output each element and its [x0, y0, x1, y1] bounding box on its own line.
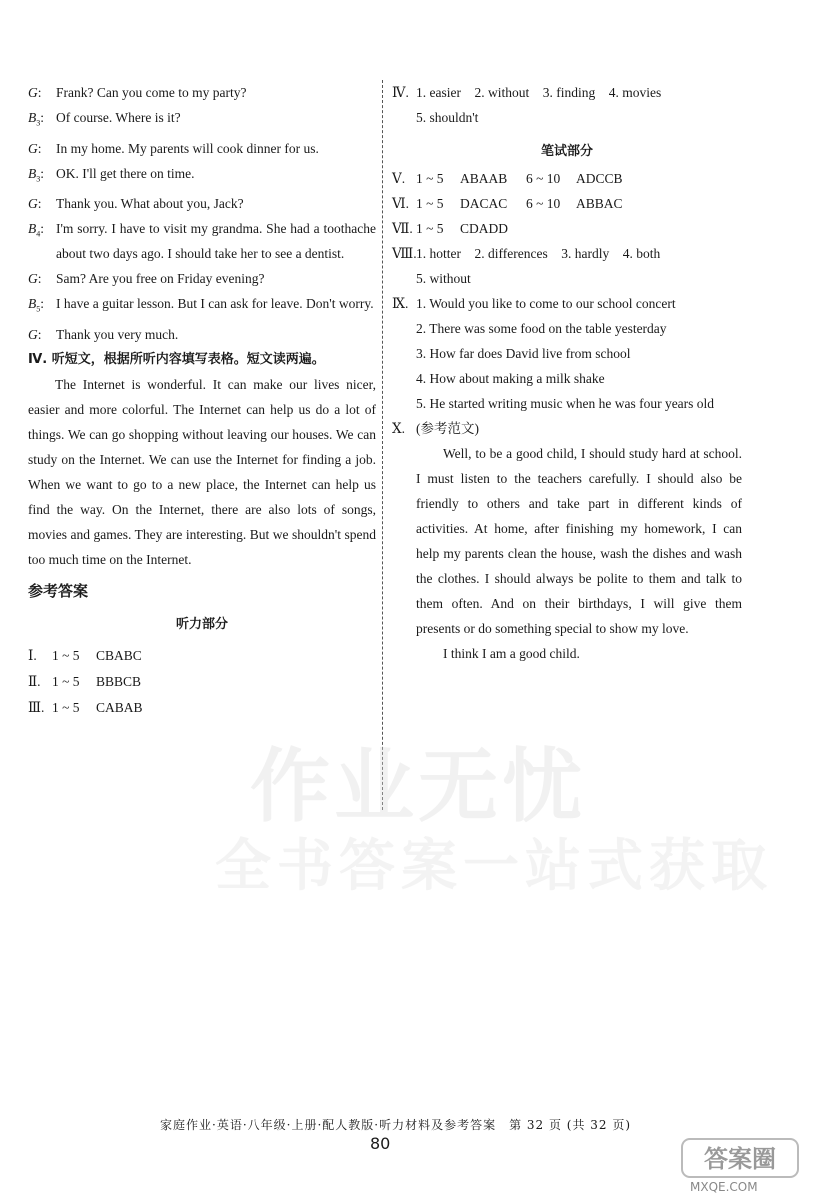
dialogue-line [28, 191, 376, 216]
model-essay: Well, to be a good child, I should study hard at school. I must listen to the teachers carefully. I should also be friendly to others and take part in different kinds of activities. At home, after finishing my homework, I can help my parents clean the house, wash the dishes and wash the clothes. I should always be polite to them and talk to them often. And on their birthdays, I will give them presents or do something special to show my love. [416, 446, 742, 636]
answer-value: CBABC [96, 648, 142, 664]
dialogue-text: I'm sorry. I have to visit my grandma. She had a toothache about two days ago. I should take her to see a dentist. [56, 221, 376, 262]
section-ix-item [392, 341, 742, 366]
answer-row [392, 166, 742, 191]
answer-value: CDADD [460, 221, 509, 236]
answer-value: ABBAC [576, 196, 623, 211]
speaker-label: $B_3$: [28, 110, 45, 128]
answer-value: ADCCB [576, 171, 623, 186]
answer-text: 1. hotter 2. differences 3. hardly 4. both [416, 246, 661, 261]
speaker-letter: B [28, 110, 37, 125]
section-ix [392, 291, 742, 416]
speaker-label: $B_3$: [28, 165, 45, 184]
speaker-letter: G [28, 327, 38, 343]
section-ix-item [392, 291, 742, 316]
logo-text: 答案圈 [704, 1145, 776, 1173]
dialogue-text: I have a guitar lesson. But I can ask for leave. Don't worry. [56, 296, 374, 312]
dialogue-line [28, 266, 376, 291]
speaker-letter: B [28, 221, 37, 237]
speaker-letter: G [28, 271, 38, 287]
answer-row [28, 695, 376, 721]
answer-value: BBBCB [96, 674, 142, 690]
speaker-index: 3 [36, 174, 41, 184]
answer-text: 4. How about making a milk shake [416, 371, 605, 386]
left-column [28, 80, 376, 721]
dialogue-line [28, 136, 376, 161]
speaker-label: $B_4$: [28, 221, 45, 240]
answer-row [28, 669, 376, 695]
answer-circle-logo [680, 1135, 800, 1180]
answer-value: ABAAB [460, 171, 508, 186]
right-iv-line1 [392, 80, 742, 105]
speaker-letter: B [28, 296, 37, 312]
roman-numeral: Ⅳ. [392, 85, 409, 100]
dialogue [28, 80, 376, 347]
answer-row [28, 643, 376, 669]
question-range: 1 ~ 5 [416, 221, 444, 236]
page-number: 80 [370, 1134, 391, 1153]
dialogue-text: Thank you. What about you, Jack? [56, 196, 244, 212]
section-ix-item [392, 366, 742, 391]
answer-value: DACAC [460, 196, 508, 211]
speaker-letter: G [28, 140, 38, 156]
speaker-letter: B [28, 165, 37, 181]
question-range: 1 ~ 5 [52, 674, 80, 690]
roman-numeral: Ⅲ. [28, 700, 45, 716]
dialogue-line [28, 322, 376, 347]
roman-numeral: Ⅶ. [392, 221, 413, 236]
written-title: 笔试部分 [540, 144, 593, 159]
roman-numeral: Ⅷ. [392, 246, 417, 261]
right-column [392, 80, 742, 666]
answer-row [392, 191, 742, 216]
answer-text: 2. There was some food on the table yesterday [416, 321, 667, 336]
dialogue-text: In my home. My parents will cook dinner for us. [56, 140, 319, 156]
answer-text: 3. How far does David live from school [416, 346, 631, 361]
answer-row [392, 216, 742, 241]
speaker-label: $B_5$: [28, 296, 45, 315]
listening-answers [28, 643, 376, 721]
section-iv-heading: Ⅳ. 听短文，根据所听内容填写表格。短文读两遍。 [28, 352, 325, 368]
speaker-label: G: [28, 140, 42, 156]
dialogue-text: Of course. Where is it? [56, 110, 181, 125]
right-iv-line2: 5. shouldn't [416, 110, 479, 125]
dialogue-line [28, 291, 376, 322]
answers-title: 参考答案 [28, 582, 89, 601]
section-viii-line1 [392, 241, 742, 266]
dialogue-text: OK. I'll get there on time. [56, 165, 195, 181]
question-range: 6 ~ 10 [526, 196, 561, 211]
roman-numeral: Ⅹ. [392, 421, 405, 436]
question-range: 1 ~ 5 [52, 700, 80, 716]
speaker-label: G: [28, 85, 42, 100]
watermark-line1: 作业无忧 [250, 740, 586, 833]
question-range: 1 ~ 5 [416, 196, 444, 211]
question-range: 6 ~ 10 [526, 171, 561, 186]
roman-numeral: Ⅸ. [392, 296, 409, 311]
dialogue-text: Thank you very much. [56, 327, 179, 343]
answer-text: 1. easier 2. without 3. finding 4. movies [416, 85, 662, 100]
essay-closing: I think I am a good child. [443, 646, 580, 661]
section-ix-item [392, 316, 742, 341]
roman-numeral: Ⅴ. [392, 171, 406, 186]
listening-passage: The Internet is wonderful. It can make our lives nicer, easier and more colorful. The Internet can help us do a lot of things. We can go shopping without leaving our houses. We can study on the Internet. We can use the Internet for finding a job. When we want to go to a new place, the Internet can help us find the way. On the Internet, there are also lots of songs, movies and games. They are interesting. But we shouldn't spend too much time on the Internet. [28, 377, 376, 568]
section-viii-line2: 5. without [416, 271, 471, 286]
speaker-index: 4 [36, 230, 41, 240]
listening-title: 听力部分 [175, 617, 228, 633]
speaker-letter: G [28, 85, 38, 100]
dialogue-text: Frank? Can you come to my party? [56, 85, 247, 100]
speaker-label: G: [28, 327, 42, 343]
roman-numeral: Ⅱ. [28, 674, 41, 690]
section-x-heading [392, 416, 742, 441]
dialogue-line [28, 105, 376, 136]
dialogue-text: Sam? Are you free on Friday evening? [56, 271, 265, 287]
answer-text: 5. He started writing music when he was four years old [416, 396, 715, 411]
roman-numeral: Ⅵ. [392, 196, 409, 211]
speaker-index: 3 [36, 118, 41, 128]
watermark-line2: 全书答案一站式获取 [215, 834, 773, 899]
speaker-index: 5 [36, 305, 41, 315]
speaker-letter: G [28, 196, 38, 212]
roman-numeral: Ⅰ. [28, 648, 37, 664]
section-x-label: (参考范文) [416, 421, 479, 436]
question-range: 1 ~ 5 [416, 171, 444, 186]
written-answers [392, 166, 742, 241]
question-range: 1 ~ 5 [52, 648, 80, 664]
logo-url: MXQE.COM [690, 1180, 758, 1194]
dialogue-line [28, 216, 376, 266]
page-footer: 家庭作业·英语·八年级·上册·配人教版·听力材料及参考答案 第 32 页 (共 32 页) [160, 1118, 632, 1132]
speaker-label: G: [28, 271, 42, 287]
answer-text: 1. Would you like to come to our school concert [416, 296, 676, 311]
dialogue-line [28, 161, 376, 192]
answer-value: CABAB [96, 700, 143, 716]
section-ix-item [392, 391, 742, 416]
column-divider [382, 80, 383, 810]
speaker-label: G: [28, 196, 42, 212]
dialogue-line [28, 80, 376, 105]
